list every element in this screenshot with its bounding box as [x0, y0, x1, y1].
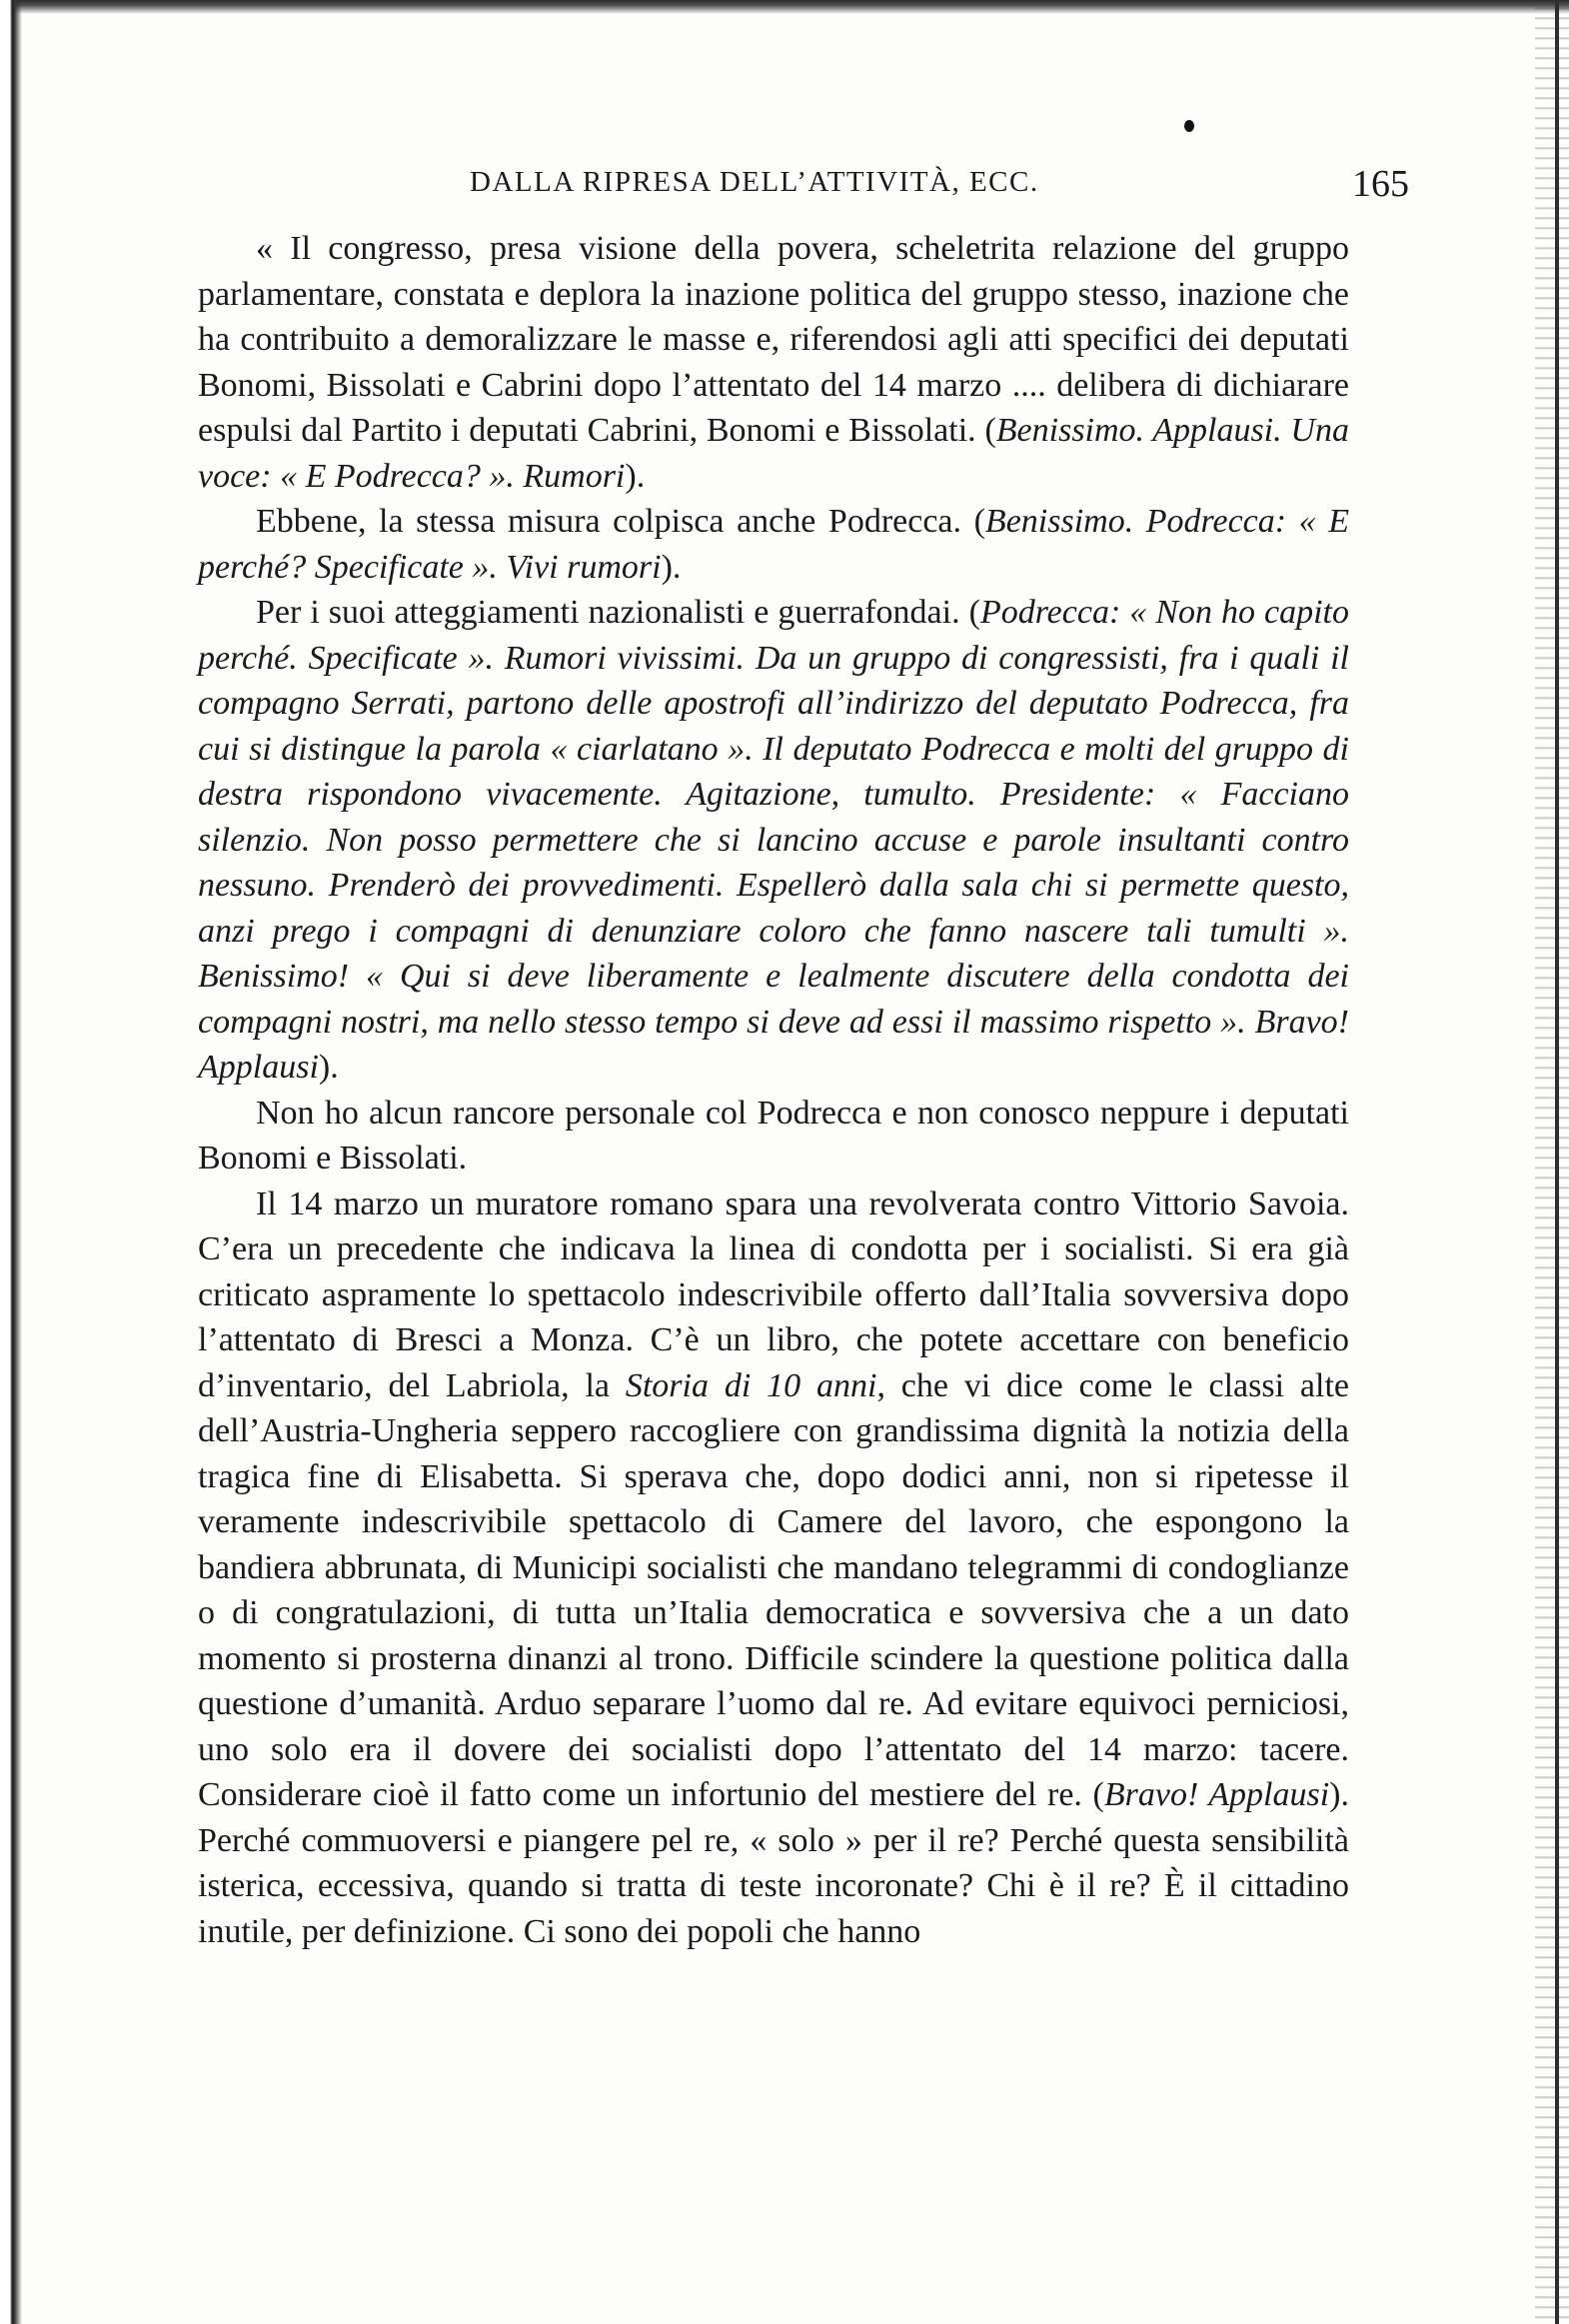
page-number: 165: [1352, 163, 1409, 205]
body-text: [198, 226, 1349, 1954]
paragraph-1-end: ).: [625, 457, 646, 495]
paragraph-1: [198, 226, 1349, 499]
paragraph-5-italic-title: Storia di 10 anni: [625, 1366, 877, 1404]
paragraph-5-text-2: , che vi dice come le classi alte dell’Austria-Ungheria seppero raccogliere con grandissima dignità la notizia della tragica fine di Elisabetta. Si sperava che, dopo dodici anni, non si ripetesse il veramente indescrivibile spettacolo di Camere del lavoro, che espongono la bandiera abbrunata, di Municipi socialisti che mandano telegrammi di condoglianze o di congratulazioni, di tutta un’Italia democratica e sovversiva che a un dato momento si prosterna dinanzi al trono. Difficile scindere la questione politica dalla questione d’umanità. Arduo separare l’uomo dal re. Ad evitare equivoci perniciosi, uno solo era il dovere dei socialisti dopo l’attentato del 14 marzo: tacere. Considerare cioè il fatto come un infortunio del mestiere del re. (: [198, 1366, 1349, 1813]
page-header: [200, 163, 1409, 206]
ink-speck: [1184, 120, 1194, 132]
paragraph-2-text: Ebbene, la stessa misura colpisca anche Podrecca. (: [256, 503, 985, 540]
paragraph-5: [198, 1181, 1349, 1955]
scan-edge-left: [0, 0, 22, 2324]
paragraph-5-text-3: ). Perché commuoversi e piangere pel re, « solo » per il re? Perché questa sensibilità isterica, eccessiva, quando si tratta di teste incoronate? Chi è il re? È il cittadino inutile, per definizione. Ci sono dei popoli che hanno: [198, 1776, 1349, 1950]
paragraph-3-text: Per i suoi atteggiamenti nazionalisti e guerrafondai. (: [256, 594, 980, 631]
scan-edge-right-line: [1555, 0, 1559, 2324]
paragraph-3-end: ).: [318, 1049, 339, 1086]
paragraph-1-italic: Benissimo. Applausi. Una voce: « E Podrecca? ». Rumori: [198, 412, 1349, 495]
paragraph-5-italic-2: Bravo! Applausi: [1103, 1776, 1330, 1813]
paragraph-1-text: « Il congresso, presa visione della povera, scheletrita relazione del gruppo parlamentare, constata e deplora la inazione politica del gruppo stesso, inazione che ha contribuito a demoralizzare le masse e, riferendosi agli atti specifici dei deputati Bonomi, Bissolati e Cabrini dopo l’attentato del 14 marzo .... delibera di dichiarare espulsi dal Partito i deputati Cabrini, Bonomi e Bissolati. (: [198, 230, 1349, 449]
running-title: DALLA RIPRESA DELL’ATTIVITÀ, ECC.: [470, 166, 1039, 198]
scan-edge-top: [0, 0, 1569, 14]
scan-edge-right: [1535, 0, 1569, 2324]
paragraph-5-text: Il 14 marzo un muratore romano spara una revolverata contro Vittorio Savoia. C’era un precedente che indicava la linea di condotta per i socialisti. Si era già criticato aspramente lo spettacolo indescrivibile offerto dall’Italia sovversiva dopo l’attentato di Bresci a Monza. C’è un libro, che potete accettare con beneficio d’inventario, del Labriola, la: [198, 1184, 1349, 1404]
paragraph-3: [198, 590, 1349, 1091]
paragraph-2-italic: Benissimo. Podrecca: « E perché? Specificate ». Vivi rumori: [198, 503, 1349, 586]
paragraph-3-italic: Podrecca: « Non ho capito perché. Specificate ». Rumori vivissimi. Da un gruppo di congressisti, fra i quali il compagno Serrati, partono delle apostrofi all’indirizzo del deputato Podrecca, fra cui si distingue la parola « ciarlatano ». Il deputato Podrecca e molti del gruppo di destra rispondono vivacemente. Agitazione, tumulto. Presidente: « Facciano silenzio. Non posso permettere che si lancino accuse e parole insultanti contro nessuno. Prenderò dei provvedimenti. Espellerò dalla sala chi si permette questo, anzi prego i compagni di denunziare coloro che fanno nascere tali tumulti ». Benissimo! « Qui si deve liberamente e lealmente discutere della condotta dei compagni nostri, ma nello stesso tempo si deve ad essi il massimo rispetto ». Bravo! Applausi: [198, 594, 1349, 1086]
paragraph-2: [198, 499, 1349, 590]
paragraph-2-end: ).: [661, 548, 682, 586]
paragraph-4: Non ho alcun rancore personale col Podrecca e non conosco neppure i deputati Bonomi e Bissolati.: [198, 1094, 1349, 1176]
